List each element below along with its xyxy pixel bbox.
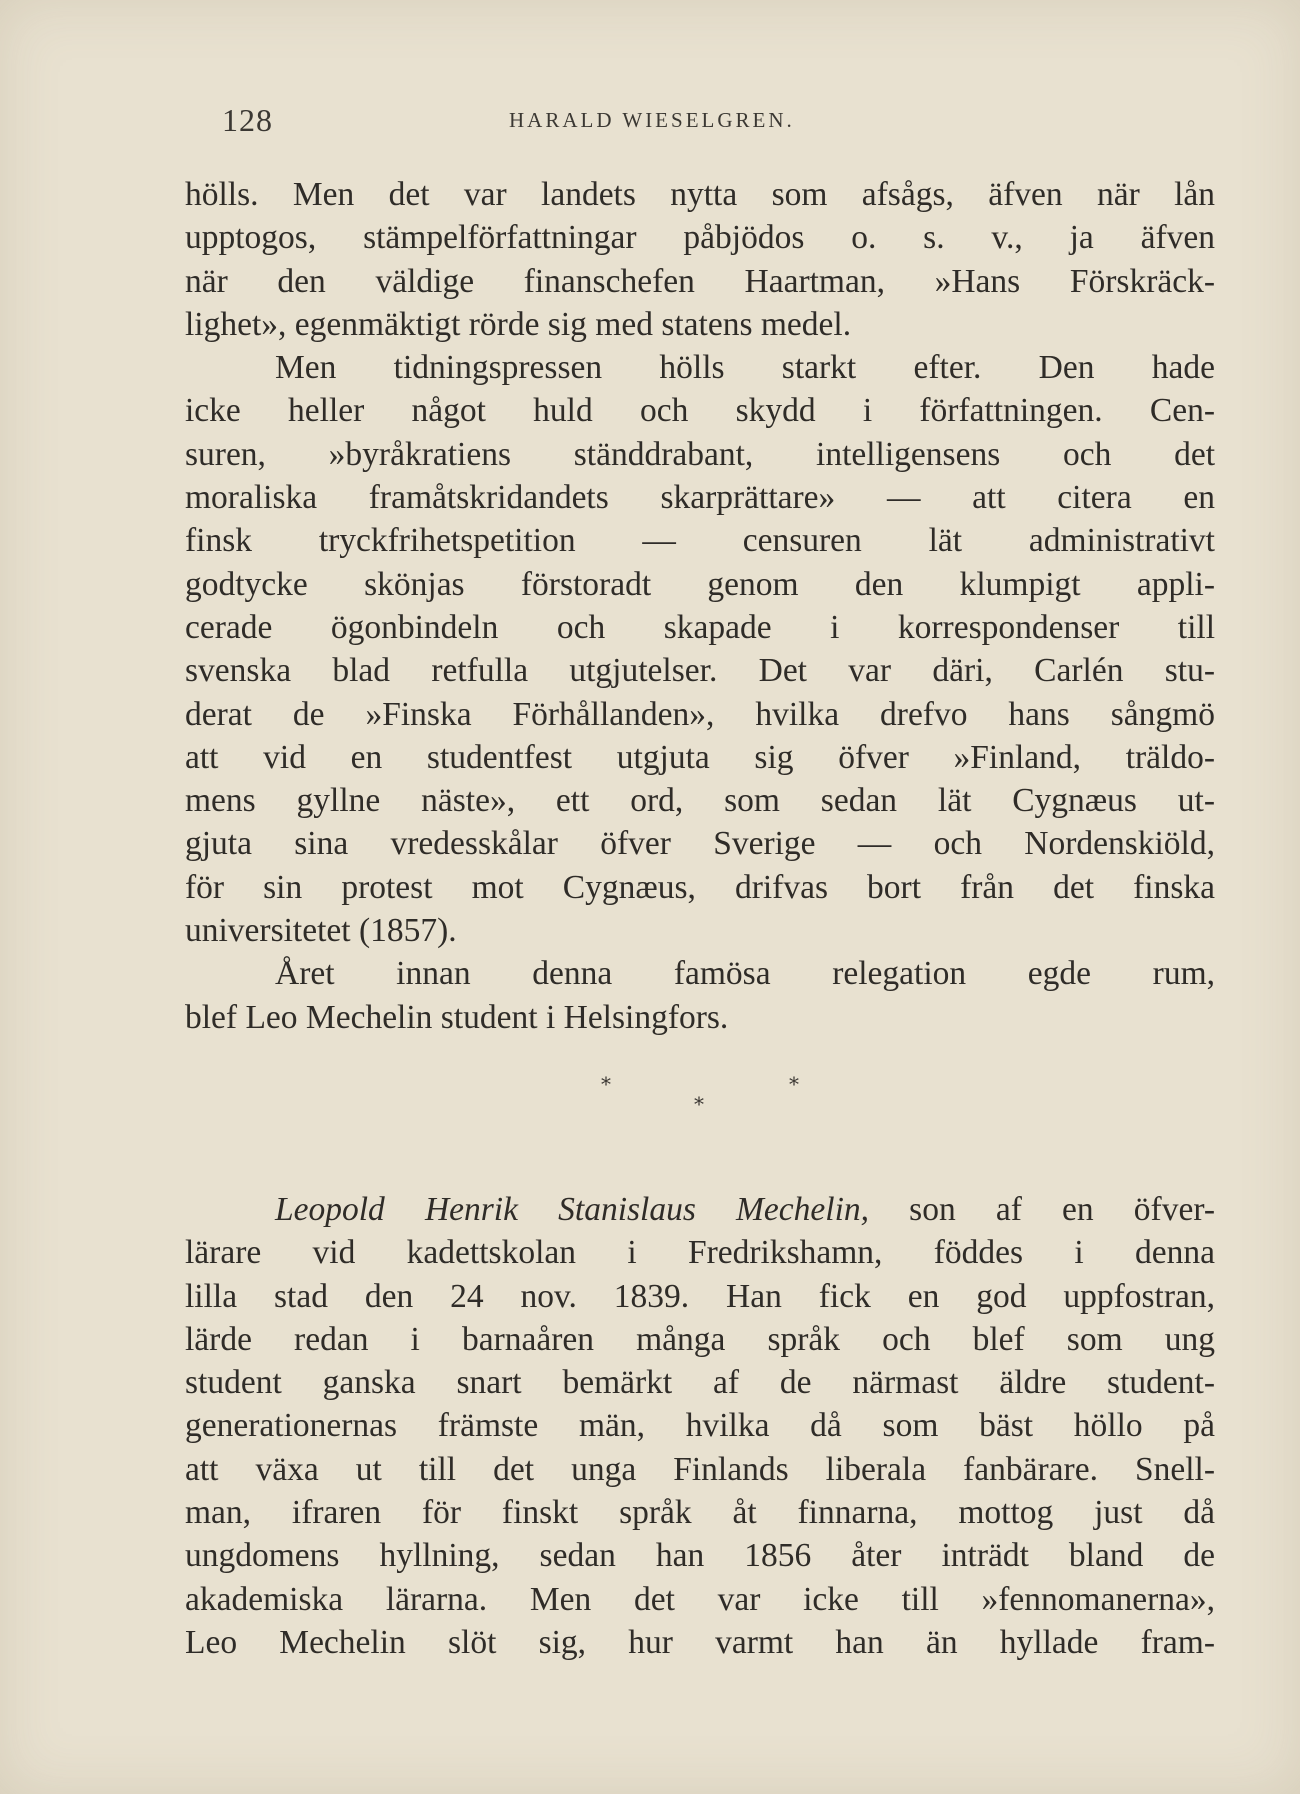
text-line: generationernas främste män, hvilka då som bäst höllo på (185, 1407, 1215, 1445)
text-line: finsk tryckfrihetspetition — censuren lät administrativt (185, 522, 1215, 560)
text-line: svenska blad retfulla utgjutelser. Det var däri, Carlén stu- (185, 652, 1215, 690)
paragraph-2 (185, 346, 1215, 952)
text-line: att vid en studentfest utgjuta sig öfver »Finland, träldo- (185, 738, 1215, 776)
text-line: lärde redan i barnaåren många språk och blef som ung (185, 1320, 1215, 1358)
text-line: Året innan denna famösa relegation egde rum, (275, 955, 1215, 993)
asterisk-ornament: * (789, 1071, 799, 1096)
running-title: HARALD WIESELGREN. (509, 108, 795, 132)
text-line: icke heller något huld och skydd i författningen. Cen- (185, 392, 1215, 430)
text-line: universitetet (1857). (185, 912, 457, 950)
section-asterism (185, 1039, 1215, 1188)
text-line: lighet», egenmäktigt rörde sig med statens medel. (185, 305, 852, 343)
paragraph-4 (185, 1188, 1215, 1664)
text-line: mens gyllne näste», ett ord, som sedan lät Cygnæus ut- (185, 782, 1215, 820)
paragraph-3 (185, 952, 1215, 1039)
text-line: akademiska lärarna. Men det var icke till »fennomanerna», (185, 1580, 1215, 1618)
text-line: lärare vid kadettskolan i Fredrikshamn, föddes i denna (185, 1234, 1215, 1272)
text-line: moraliska framåtskridandets skarprättare» — att citera en (185, 479, 1215, 517)
text-line: att växa ut till det unga Finlands liberala fanbärare. Snell- (185, 1450, 1215, 1488)
text-line: derat de »Finska Förhållanden», hvilka drefvo hans sångmö (185, 695, 1215, 733)
text-line: ungdomens hyllning, sedan han 1856 åter inträdt bland de (185, 1537, 1215, 1575)
asterisk-ornament: * (601, 1071, 611, 1096)
person-name: Leopold Henrik Stanislaus Mechelin, (275, 1190, 870, 1228)
page-number: 128 (222, 102, 273, 138)
text-line: för sin protest mot Cygnæus, drifvas bort från det finska (185, 868, 1215, 906)
text-line: Men tidningspressen hölls starkt efter. Den hade (275, 349, 1215, 387)
asterisk-ornament: * (694, 1091, 704, 1116)
text-line: blef Leo Mechelin student i Helsingfors. (185, 998, 729, 1036)
text-line: man, ifraren för finskt språk åt finnarna, mottog just då (185, 1494, 1215, 1532)
text-line: gjuta sina vredesskålar öfver Sverige — och Nordenskiöld, (185, 825, 1215, 863)
running-head (222, 102, 1212, 142)
text-line: godtycke skönjas förstoradt genom den klumpigt appli- (185, 565, 1215, 603)
text-line: hölls. Men det var landets nytta som afsågs, äfven när lån (185, 176, 1215, 213)
text-line: upptogos, stämpelförfattningar påbjödos o. s. v., ja äfven (185, 219, 1215, 257)
text-line: när den väldige finanschefen Haartman, »Hans Förskräck- (185, 262, 1215, 300)
paragraph-1 (185, 173, 1215, 346)
text-line: student ganska snart bemärkt af de närmast äldre student- (185, 1364, 1215, 1402)
text-fragment: son af en öfver- (869, 1190, 1215, 1228)
text-line (185, 1188, 1215, 1231)
text-line: lilla stad den 24 nov. 1839. Han fick en god uppfostran, (185, 1277, 1215, 1315)
text-line: Leo Mechelin slöt sig, hur varmt han än hyllade fram- (185, 1623, 1215, 1661)
text-line: suren, »byråkratiens ständdrabant, intelligensens och det (185, 435, 1215, 473)
text-line: cerade ögonbindeln och skapade i korrespondenser till (185, 608, 1215, 646)
body-text (185, 173, 1215, 1664)
